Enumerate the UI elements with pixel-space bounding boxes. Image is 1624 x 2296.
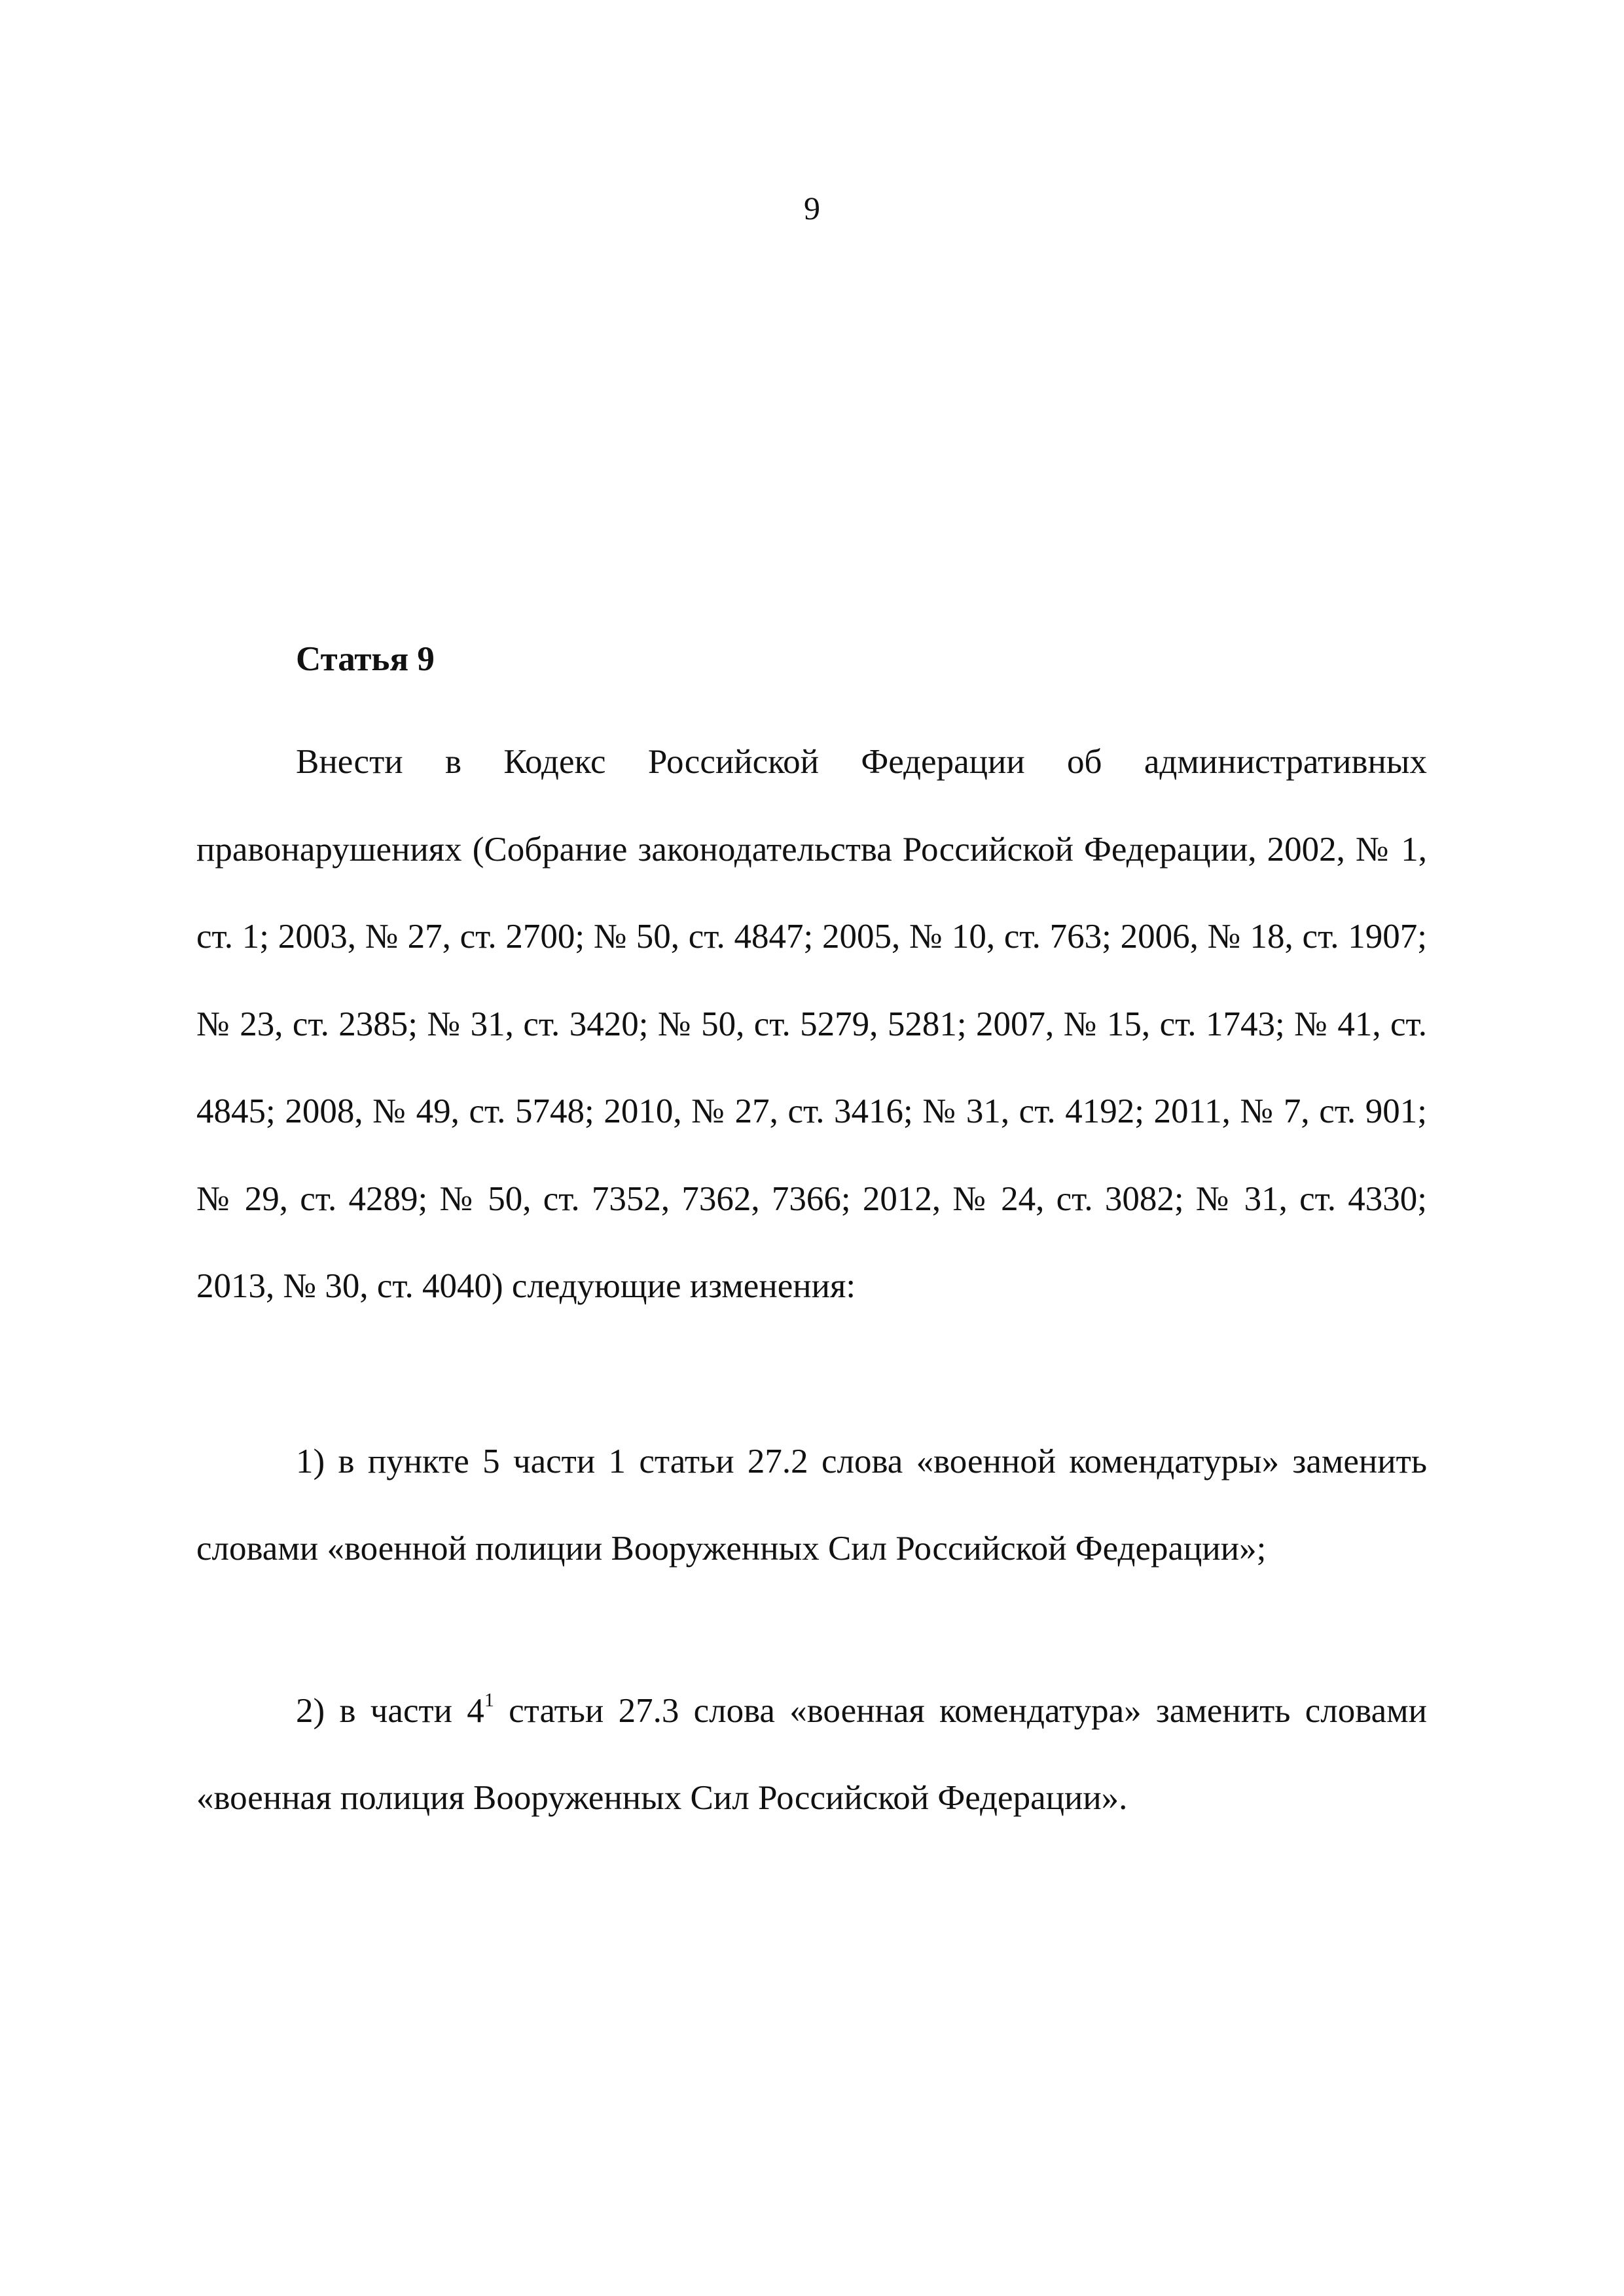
article-heading: Статья 9 — [296, 640, 435, 678]
amendment-item-1: 1) в пункте 5 части 1 статьи 27.2 слова «военной комендатуры» заменить словами «военной полиции Вооруженных Сил Российской Федерации»; — [196, 1443, 1427, 1568]
superscript-index: 1 — [484, 1689, 494, 1711]
amendment-item-2-rest: статьи 27.3 слова «военная комендатура» заменить словами «военная полиция Вооруженных Сил Российской Федерации». — [196, 1692, 1428, 1817]
amendment-item-2 — [196, 1668, 1427, 1842]
article-intro-paragraph: Внести в Кодекс Российской Федерации об административных правонарушениях (Собрание законодательства Российской Федерации, 2002, № 1, ст. 1; 2003, № 27, ст. 2700; № 50, ст. 4847; 2005, № 10, ст. 763; 2006, № 18, ст. 1907; № 23, ст. 2385; № 31, ст. 3420; № 50, ст. 5279, 5281; 2007, № 15, ст. 1743; № 41, ст. 4845; 2008, № 49, ст. 5748; 2010, № 27, ст. 3416; № 31, ст. 4192; 2011, № 7, ст. 901; № 29, ст. 4289; № 50, ст. 7352, 7362, 7366; 2012, № 24, ст. 3082; № 31, ст. 4330; 2013, № 30, ст. 4040) следующие изменения: — [196, 743, 1427, 1305]
amendment-item-2-lead: 2) в части 4 — [296, 1692, 484, 1730]
page-number: 9 — [804, 190, 820, 226]
